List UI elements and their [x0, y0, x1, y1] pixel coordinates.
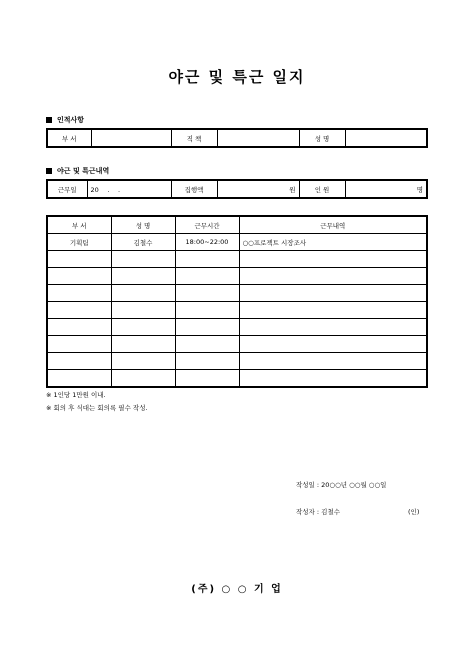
log-cell-dept[interactable]: 기획팀 — [47, 234, 111, 251]
date-line: 작성일 : 20○○년 ○○월 ○○일 — [296, 481, 387, 489]
workday-label: 근무일 — [47, 180, 87, 198]
log-cell-hours[interactable] — [175, 285, 239, 302]
seal-mark: (인) — [408, 508, 420, 516]
log-cell-name[interactable] — [111, 302, 175, 319]
table-row — [47, 370, 427, 388]
log-cell-details[interactable] — [239, 370, 427, 388]
table-row — [47, 285, 427, 302]
note-item: ※ 회의 후 식대는 회의록 필수 작성. — [46, 404, 148, 412]
table-row — [47, 251, 427, 268]
log-cell-name[interactable]: 김철수 — [111, 234, 175, 251]
notes — [46, 389, 148, 415]
table-row — [47, 336, 427, 353]
log-cell-name[interactable] — [111, 370, 175, 388]
log-cell-details[interactable] — [239, 353, 427, 370]
log-cell-details[interactable]: ○○프로젝트 시장조사 — [239, 234, 427, 251]
log-cell-dept[interactable] — [47, 353, 111, 370]
log-cell-hours[interactable] — [175, 268, 239, 285]
writer-line: 작성자 : 김철수 — [296, 508, 340, 516]
log-header-row — [47, 216, 427, 234]
dept-label: 부 서 — [47, 129, 91, 147]
log-cell-dept[interactable] — [47, 251, 111, 268]
log-cell-dept[interactable] — [47, 302, 111, 319]
square-bullet-icon — [46, 117, 52, 123]
log-cell-dept[interactable] — [47, 370, 111, 388]
people-label: 인 원 — [299, 180, 345, 198]
log-cell-name[interactable] — [111, 251, 175, 268]
log-cell-name[interactable] — [111, 268, 175, 285]
log-cell-name[interactable] — [111, 285, 175, 302]
company-name: (주) ○ ○ 기 업 — [191, 584, 283, 595]
dept-field[interactable] — [91, 129, 171, 147]
log-cell-hours[interactable] — [175, 319, 239, 336]
log-header-dept: 부 서 — [47, 216, 111, 234]
log-cell-hours[interactable] — [175, 302, 239, 319]
log-cell-hours[interactable] — [175, 336, 239, 353]
note-item: ※ 1인당 1만원 이내. — [46, 391, 106, 399]
position-label: 직 책 — [171, 129, 217, 147]
table-row — [47, 302, 427, 319]
log-cell-hours[interactable] — [175, 370, 239, 388]
overtime-table — [46, 179, 428, 199]
people-field[interactable]: 명 — [345, 180, 427, 198]
section-personnel-heading — [46, 115, 84, 125]
personnel-table — [46, 128, 428, 148]
log-cell-dept[interactable] — [47, 336, 111, 353]
log-cell-hours[interactable] — [175, 353, 239, 370]
table-row — [47, 353, 427, 370]
log-header-name: 성 명 — [111, 216, 175, 234]
section-overtime-heading — [46, 166, 109, 176]
document-title: 야근 및 특근 일지 — [168, 68, 306, 86]
log-cell-details[interactable] — [239, 285, 427, 302]
overtime-log-table — [46, 215, 428, 388]
log-cell-dept[interactable] — [47, 268, 111, 285]
log-header-details: 근무내역 — [239, 216, 427, 234]
log-cell-details[interactable] — [239, 319, 427, 336]
log-cell-name[interactable] — [111, 336, 175, 353]
log-cell-hours[interactable]: 18:00~22:00 — [175, 234, 239, 251]
amount-field[interactable]: 원 — [217, 180, 299, 198]
table-row — [47, 319, 427, 336]
workday-field[interactable]: 20 . . — [87, 180, 171, 198]
amount-label: 집행액 — [171, 180, 217, 198]
log-header-hours: 근무시간 — [175, 216, 239, 234]
log-cell-dept[interactable] — [47, 285, 111, 302]
name-field[interactable] — [345, 129, 427, 147]
position-field[interactable] — [217, 129, 299, 147]
log-cell-details[interactable] — [239, 268, 427, 285]
table-row — [47, 234, 427, 251]
log-cell-hours[interactable] — [175, 251, 239, 268]
section-personnel-label: 인적사항 — [57, 116, 85, 124]
table-row — [47, 268, 427, 285]
log-cell-dept[interactable] — [47, 319, 111, 336]
log-cell-details[interactable] — [239, 302, 427, 319]
log-cell-details[interactable] — [239, 251, 427, 268]
log-cell-details[interactable] — [239, 336, 427, 353]
log-cell-name[interactable] — [111, 319, 175, 336]
log-cell-name[interactable] — [111, 353, 175, 370]
section-overtime-label: 야근 및 특근내역 — [57, 167, 110, 175]
square-bullet-icon — [46, 168, 52, 174]
name-label: 성 명 — [299, 129, 345, 147]
